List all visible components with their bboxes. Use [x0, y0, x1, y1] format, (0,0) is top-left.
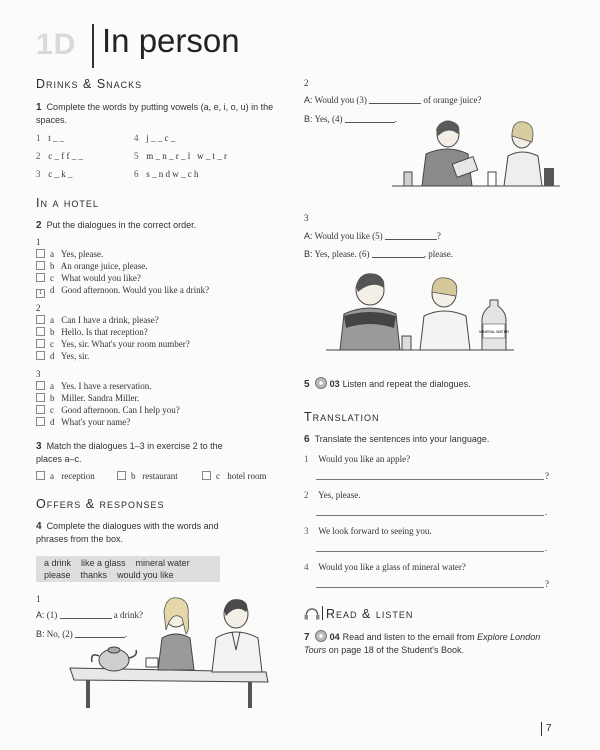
section-title-offers: Offers & responses: [36, 497, 165, 511]
order-checkbox[interactable]: [36, 351, 45, 360]
answer-line-end: .: [545, 507, 548, 517]
section-title-hotel: In a hotel: [36, 196, 99, 210]
illustration-waiter-table: [66, 590, 284, 712]
page-number-divider: [541, 722, 542, 736]
translation-answer-line[interactable]: [316, 479, 544, 480]
word-box: a drink like a glass mineral water please thanks would you like: [36, 556, 220, 582]
section-title-read-listen: Read & listen: [326, 607, 414, 621]
ex1-item: 3 c _ k _: [36, 169, 73, 179]
order-checkbox[interactable]: [36, 417, 45, 426]
answer-line-end: ?: [545, 579, 549, 589]
exercise-1-instruction: 1 Complete the words by putting vowels (a, e, i, o, u) in the spaces.: [36, 102, 274, 125]
ex6-item: 3 We look forward to seeing you.: [304, 526, 432, 536]
ex4-line-b: B: No, (2) .: [36, 629, 128, 639]
order-checkbox[interactable]: [36, 273, 45, 282]
answer-blank[interactable]: [369, 95, 421, 104]
bottle-label: MINERAL WATER: [479, 330, 509, 334]
answer-blank[interactable]: [345, 114, 395, 123]
ex2-line[interactable]: c What would you like?: [36, 273, 141, 284]
ex4-dialogue-number: 3: [304, 213, 309, 223]
section-title-drinks: Drinks & Snacks: [36, 77, 143, 91]
ex4-line-a: A: Would you like (5) ?: [304, 231, 441, 241]
headphones-icon: [304, 608, 320, 622]
translation-answer-line[interactable]: [316, 515, 544, 516]
order-checkbox[interactable]: [36, 249, 45, 258]
answer-line-end: .: [545, 543, 548, 553]
ex1-item: 2 c _ f f _ _: [36, 151, 83, 161]
ex2-line[interactable]: b Miller. Sandra Miller.: [36, 393, 139, 404]
translation-answer-line[interactable]: [316, 551, 544, 552]
exercise-5-instruction: 5 03 Listen and repeat the dialogues.: [304, 379, 471, 390]
ex1-item: 5 m _ n _ r _ l w _ t _ r: [134, 151, 227, 161]
order-checkbox[interactable]: [36, 327, 45, 336]
ex4-line-a: A: (1) a drink?: [36, 610, 144, 620]
ex2-dialogue-number: 3: [36, 369, 41, 379]
ex2-line[interactable]: b An orange juice, please.: [36, 261, 147, 272]
ex4-line-b: B: Yes, (4) .: [304, 114, 398, 124]
ex6-item: 4 Would you like a glass of mineral water?: [304, 562, 466, 572]
illustration-mineral-water: [322, 266, 518, 364]
title-divider: [92, 24, 94, 68]
match-checkbox[interactable]: [202, 471, 211, 480]
order-checkbox[interactable]: 1: [36, 289, 45, 298]
illustration-couple-juice: [392, 116, 560, 196]
ex6-item: 1 Would you like an apple?: [304, 454, 411, 464]
order-checkbox[interactable]: [36, 261, 45, 270]
ex6-item: 2 Yes, please.: [304, 490, 361, 500]
ex2-dialogue-number: 2: [36, 303, 41, 313]
exercise-6-instruction: 6 Translate the sentences into your language.: [304, 434, 490, 445]
order-checkbox[interactable]: [36, 315, 45, 324]
ex2-line[interactable]: c Yes, sir. What's your room number?: [36, 339, 190, 350]
ex2-line[interactable]: a Yes, please.: [36, 249, 103, 260]
ex2-dialogue-number: 1: [36, 237, 41, 247]
ex2-line[interactable]: a Yes. I have a reservation.: [36, 381, 151, 392]
ex1-item: 4 j _ _ c _: [134, 133, 176, 143]
order-checkbox[interactable]: [36, 381, 45, 390]
ex3-option-reception[interactable]: a reception: [36, 471, 95, 482]
ex4-dialogue-number: 1: [36, 594, 41, 604]
ex2-line[interactable]: 1 d Good afternoon. Would you like a drink?: [36, 285, 209, 298]
cd-icon: [315, 630, 327, 642]
page-number: 7: [546, 723, 552, 734]
ex4-dialogue-number: 2: [304, 78, 309, 88]
exercise-4-instruction: 4 Complete the dialogues with the words and phrases from the box.: [36, 521, 219, 544]
answer-blank[interactable]: [372, 249, 424, 258]
ex2-line[interactable]: b Hello. Is that reception?: [36, 327, 148, 338]
page-title: In person: [102, 22, 240, 59]
ex1-item: 6 s _ n d w _ c h: [134, 169, 199, 179]
match-checkbox[interactable]: [117, 471, 126, 480]
ex2-line[interactable]: a Can I have a drink, please?: [36, 315, 159, 326]
section-title-translation: Translation: [304, 410, 380, 424]
match-checkbox[interactable]: [36, 471, 45, 480]
ex4-line-a: A: Would you (3) of orange juice?: [304, 95, 482, 105]
exercise-3-instruction: 3 Match the dialogues 1–3 in exercise 2 to the places a–c.: [36, 441, 223, 464]
exercise-2-instruction: 2 Put the dialogues in the correct order.: [36, 220, 197, 231]
order-checkbox[interactable]: [36, 339, 45, 348]
ex2-line[interactable]: d Yes, sir.: [36, 351, 89, 362]
order-checkbox[interactable]: [36, 393, 45, 402]
answer-blank[interactable]: [385, 231, 437, 240]
ex1-item: 1 t _ _: [36, 133, 65, 143]
ex3-option-restaurant[interactable]: b restaurant: [117, 471, 178, 482]
translation-answer-line[interactable]: [316, 587, 544, 588]
ex2-line[interactable]: c Good afternoon. Can I help you?: [36, 405, 180, 416]
cd-icon: [315, 377, 327, 389]
exercise-7-instruction: 7 04 Read and listen to the email from Explore London Tours on page 18 of the Student's Book.: [304, 632, 541, 655]
ex4-line-b: B: Yes, please. (6) , please.: [304, 249, 454, 259]
unit-code: 1D: [36, 28, 77, 61]
answer-line-end: ?: [545, 471, 549, 481]
order-checkbox[interactable]: [36, 405, 45, 414]
section-divider: [322, 606, 323, 620]
ex2-line[interactable]: d What's your name?: [36, 417, 130, 428]
ex3-option-hotel-room[interactable]: c hotel room: [202, 471, 267, 482]
